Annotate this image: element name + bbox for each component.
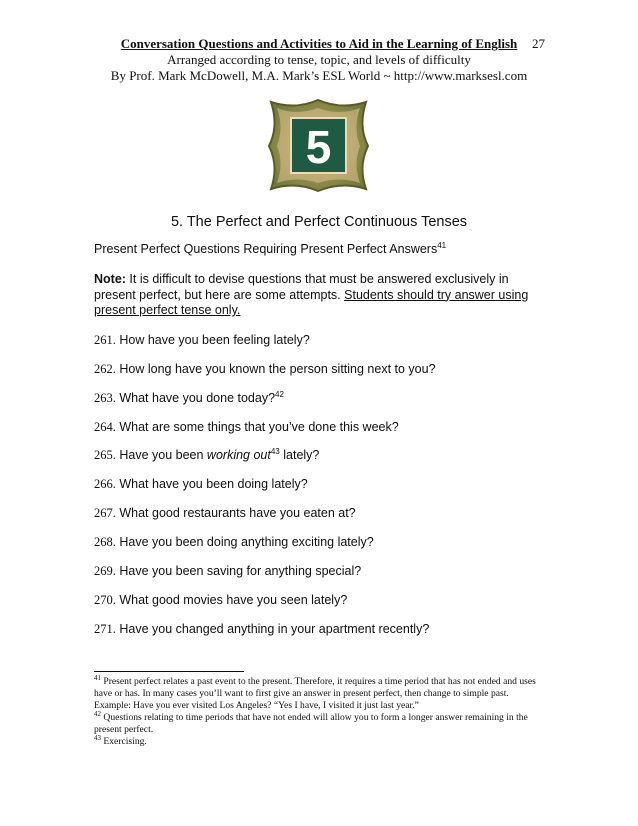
document-subtitle: Arranged according to tense, topic, and levels of difficulty — [167, 52, 471, 67]
question-item: 268. Have you been doing anything exciting lately? — [94, 535, 374, 549]
footnote-ref: 43 — [270, 446, 280, 456]
footnotes — [94, 673, 544, 748]
question-item: 265. Have you been working out$^{43}$ lately? — [94, 446, 320, 462]
footnote-41: $^{41}$ Present perfect relates a past event to the present. Therefore, it requires a time period that has not ended and uses have or has. In many cases you’ll want to first give an answer in present perfect, then change to simple past. Example: Have you ever visited Los Angeles? “Yes I have, I visited it just last year.” — [94, 673, 536, 711]
footnote-separator — [94, 671, 244, 672]
section-heading: Present Perfect Questions Requiring Present Perfect Answers$^{41}$ — [94, 240, 447, 256]
footnote-ref: 42 — [275, 389, 284, 399]
page-number: 27 — [532, 36, 545, 51]
chapter-digit: 5 — [305, 121, 332, 173]
note-label: Note: — [94, 272, 126, 286]
document-title: Conversation Questions and Activities to Aid in the Learning of English — [120, 36, 518, 51]
question-item: 263. What have you done today?$^{42}$ — [94, 389, 284, 405]
chapter-title: 5. The Perfect and Perfect Continuous Tenses — [170, 214, 468, 230]
chapter-number-logo — [265, 96, 372, 195]
note-paragraph: Note: It is difficult to devise questions that must be answered exclusively in present perfect, but here are some attempts. Students should try answer using present perfect tense only. — [94, 272, 529, 317]
question-item: 269. Have you been saving for anything special? — [94, 564, 362, 578]
question-item: 266. What have you been doing lately? — [94, 477, 308, 491]
footnote-ref: 41 — [437, 240, 447, 250]
footnote-42: $^{42}$ Questions relating to time periods that have not ended will allow you to form a longer answer remaining in the present perfect. — [94, 709, 528, 735]
note-instruction: Students should try answer using present perfect tense only. — [94, 287, 529, 317]
footnote-43: $^{43}$ Exercising. — [94, 733, 147, 747]
question-item: 264. What are some things that you’ve done this week? — [94, 420, 399, 434]
question-item: 262. How long have you known the person sitting next to you? — [94, 362, 436, 376]
question-item: 270. What good movies have you seen lately? — [94, 593, 348, 607]
question-item: 261. How have you been feeling lately? — [94, 333, 310, 347]
question-item: 271. Have you changed anything in your apartment recently? — [94, 622, 430, 636]
question-item: 267. What good restaurants have you eaten at? — [94, 506, 356, 520]
document-author: By Prof. Mark McDowell, M.A. Mark’s ESL World ~ http://www.marksesl.com — [110, 68, 528, 83]
